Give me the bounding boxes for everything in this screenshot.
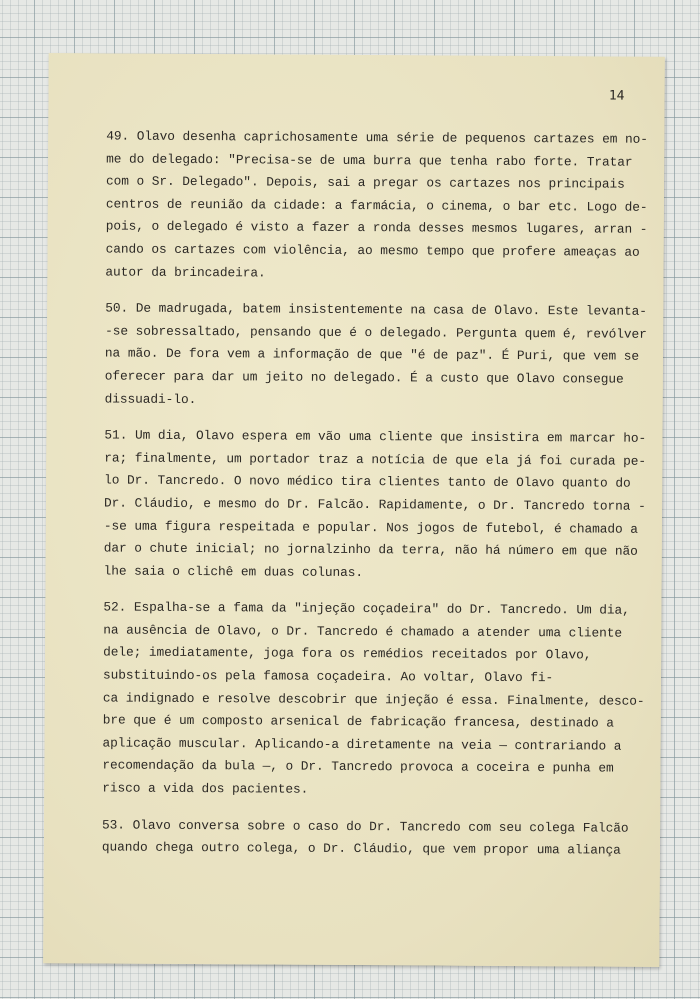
paragraph-53	[101, 814, 629, 862]
text-line: autor da brincadeira.	[105, 264, 266, 281]
text-line: 50. De madrugada, batem insistentemente na casa de Olavo. Este levanta-	[105, 300, 647, 319]
text-line: risco a vida dos pacientes.	[102, 780, 309, 797]
text-line: com o Sr. Delegado". Depois, sai a pregar os cartazes nos principais	[105, 173, 625, 192]
typewritten-page	[43, 53, 665, 967]
text-line: na mão. De fora vem a informação de que "é de paz". É Puri, que vem se	[104, 345, 640, 365]
page-text	[101, 125, 649, 876]
text-line: oferecer para dar um jeito no delegado. É a custo que Olavo consegue	[104, 368, 624, 387]
text-line: -se uma figura respeitada e popular. Nos jogos de futebol, é chamado a	[103, 517, 638, 537]
text-line: ra; finalmente, um portador traz a notícia de que ela já foi curada pe-	[104, 450, 647, 469]
text-line: na ausência de Olavo, o Dr. Tancredo é chamado a atender uma cliente	[103, 622, 623, 641]
text-line: 49. Olavo desenha caprichosamente uma série de pequenos cartazes em no-	[106, 128, 649, 147]
page-number: 14	[608, 88, 625, 104]
text-line: me do delegado: "Precisa-se de uma burra que tenha rabo forte. Tratar	[106, 151, 633, 170]
text-line: lhe saia o clichê em duas colunas.	[103, 563, 364, 580]
paragraph-51	[103, 425, 647, 586]
text-line: 51. Um dia, Olavo espera em vão uma cliente que insistira em marcar ho-	[104, 427, 647, 446]
text-line: recomendação da bula —, o Dr. Tancredo provoca a coceira e punha em	[102, 757, 614, 777]
text-line: dissuadi-lo.	[104, 391, 197, 407]
text-line: 52. Espalha-se a fama da "injeção coçadeira" do Dr. Tancredo. Um dia,	[103, 599, 630, 618]
text-line: quando chega outro colega, o Dr. Cláudio, que vem propor uma aliança	[101, 839, 621, 858]
text-line: dele; imediatamente, joga fora os remédios receitados por Olavo,	[103, 644, 592, 663]
text-line: dar o chute inicial; no jornalzinho da terra, não há número em que não	[103, 540, 638, 559]
text-line: pois, o delegado é visto a fazer a ronda desses mesmos lugares, arran -	[105, 218, 648, 238]
text-line: substituindo-os pela famosa coçadeira. Ao voltar, Olavo fi-	[102, 667, 554, 686]
text-line: cando os cartazes com violência, ao mesmo tempo que profere ameaças ao	[105, 241, 640, 260]
text-line: centros de reunião da cidade: a farmácia, o cinema, o bar etc. Logo de-	[105, 196, 648, 215]
text-line: Dr. Cláudio, e mesmo do Dr. Falcão. Rapidamente, o Dr. Tancredo torna -	[103, 495, 646, 514]
paragraph-49	[105, 125, 649, 286]
paragraph-52	[102, 597, 645, 804]
text-line: aplicação muscular. Aplicando-a diretamente na veia — contrariando a	[102, 735, 622, 754]
text-line: 53. Olavo conversa sobre o caso do Dr. Tancredo com seu colega Falcão	[102, 817, 629, 836]
text-line: bre que é um composto arsenical de fabricação francesa, destinado a	[102, 712, 614, 731]
text-line: ca indignado e resolve descobrir que injeção é essa. Finalmente, desco-	[102, 690, 645, 709]
text-line: lo Dr. Tancredo. O novo médico tira clientes tanto de Olavo quanto do	[104, 472, 631, 492]
paragraph-50	[104, 298, 647, 414]
text-line: -se sobressaltado, pensando que é o delegado. Pergunta quem é, revólver	[105, 323, 647, 342]
